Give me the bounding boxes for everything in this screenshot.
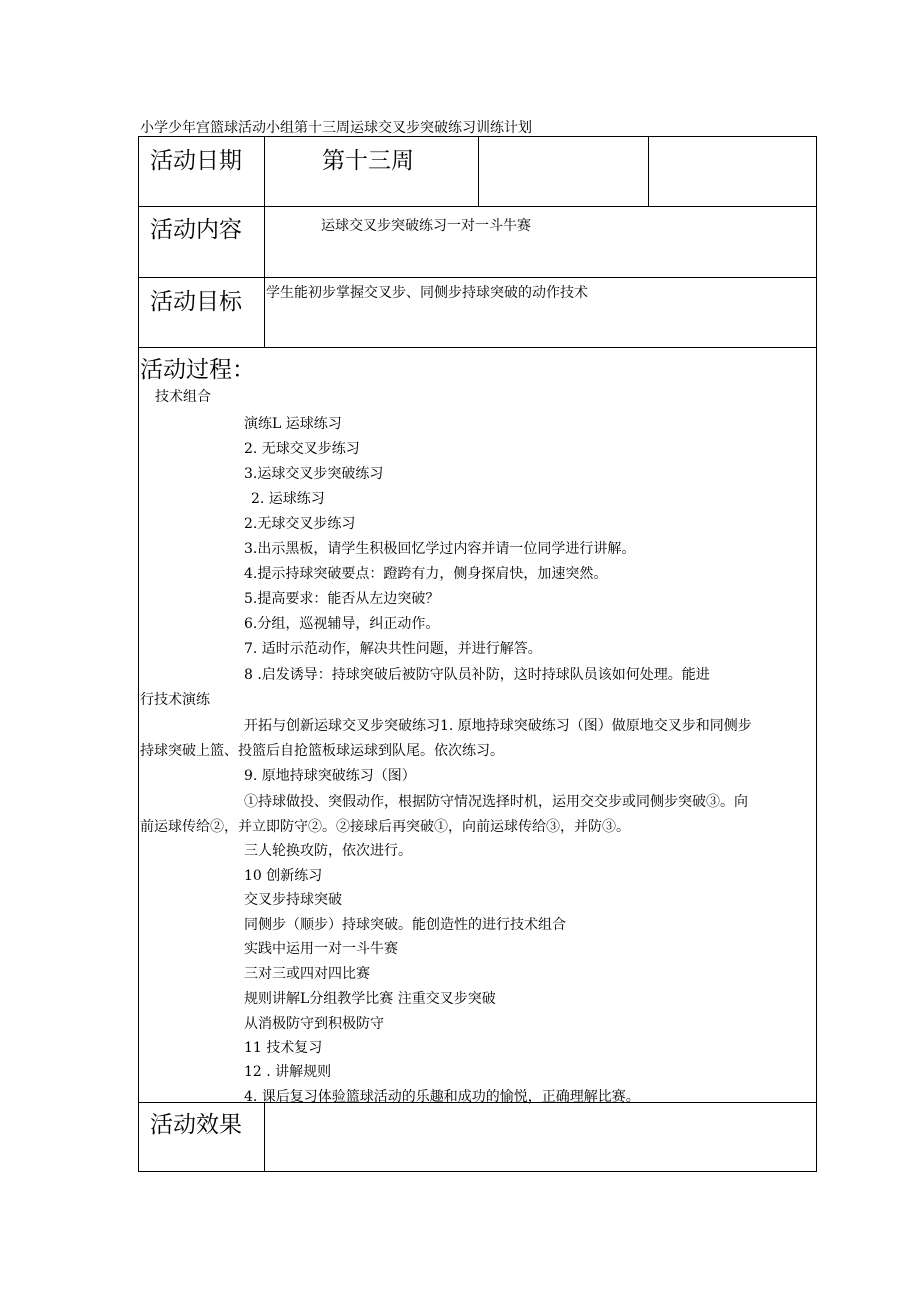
process-line: 4.提示持球突破要点：蹬跨有力，侧身探肩快，加速突然。 [244,566,608,582]
process-line: 行技术演练 [140,692,210,708]
process-line: ①持球做投、突假动作，根据防守情况选择时机，运用交交步或同侧步突破③。向 [244,794,748,810]
process-line: 三对三或四对四比赛 [244,966,370,982]
process-line: 实践中运用一对一斗牛赛 [244,941,398,957]
process-line: 12 . 讲解规则 [244,1064,332,1080]
column-divider [648,137,649,206]
process-line: 10 创新练习 [244,868,323,884]
row-divider [139,206,816,207]
goal-label: 活动目标 [150,289,242,315]
document-title: 小学少年宫篮球活动小组第十三周运球交叉步突破练习训练计划 [140,120,532,136]
process-line: 持球突破上篮、投篮后自抢篮板球运球到队尾。依次练习。 [140,743,504,759]
process-line: 前运球传给②，并立即防守②。②接球后再突破①，向前运球传给③，并防③。 [140,819,630,835]
column-divider [478,137,479,206]
date-value: 第十三周 [322,148,414,174]
process-line: 技术组合 [155,389,211,405]
process-line: 同侧步（顺步）持球突破。能创造性的进行技术组合 [244,917,566,933]
process-line: 3.出示黑板，请学生积极回忆学过内容并请一位同学进行讲解。 [244,541,636,557]
process-label: 活动过程： [140,357,255,383]
row-divider [139,277,816,278]
process-line: 三人轮换攻防，依次进行。 [244,843,412,859]
process-line: 规则讲解L分组教学比赛 注重交叉步突破 [244,991,496,1007]
content-value: 运球交叉步突破练习一对一斗牛赛 [321,218,531,234]
process-line: 交叉步持球突破 [244,892,342,908]
content-label: 活动内容 [150,217,242,243]
process-line: 7. 适时示范动作，解决共性问题，并进行解答。 [244,641,542,657]
process-line: 2.无球交叉步练习 [244,516,356,532]
process-line: 从消极防守到积极防守 [244,1016,384,1032]
process-line: 演练L 运球练习 [244,416,342,432]
column-divider [264,1102,265,1172]
row-divider [139,347,816,348]
process-line: 11 技术复习 [244,1040,323,1056]
effect-label: 活动效果 [150,1112,242,1138]
process-line: 5.提高要求：能否从左边突破？ [244,591,440,607]
process-line: 9. 原地持球突破练习（图） [244,768,416,784]
process-line: 8 .启发诱导：持球突破后被防守队员补防，这时持球队员该如何处理。能进 [244,667,710,683]
goal-value: 学生能初步掌握交叉步、同侧步持球突破的动作技术 [266,285,588,301]
plan-table [138,136,817,1172]
process-line: 6.分组，巡视辅导，纠正动作。 [244,616,440,632]
process-line: 3.运球交叉步突破练习 [244,466,384,482]
process-line: 2. 运球练习 [251,491,325,507]
process-line: 4. 课后复习体验篮球活动的乐趣和成功的愉悦，正确理解比赛。 [244,1089,640,1105]
date-label: 活动日期 [150,148,242,174]
process-line: 2. 无球交叉步练习 [244,441,360,457]
process-line: 开拓与创新运球交叉步突破练习1. 原地持球突破练习（图）做原地交叉步和同侧步 [244,718,752,734]
column-divider [264,137,265,347]
